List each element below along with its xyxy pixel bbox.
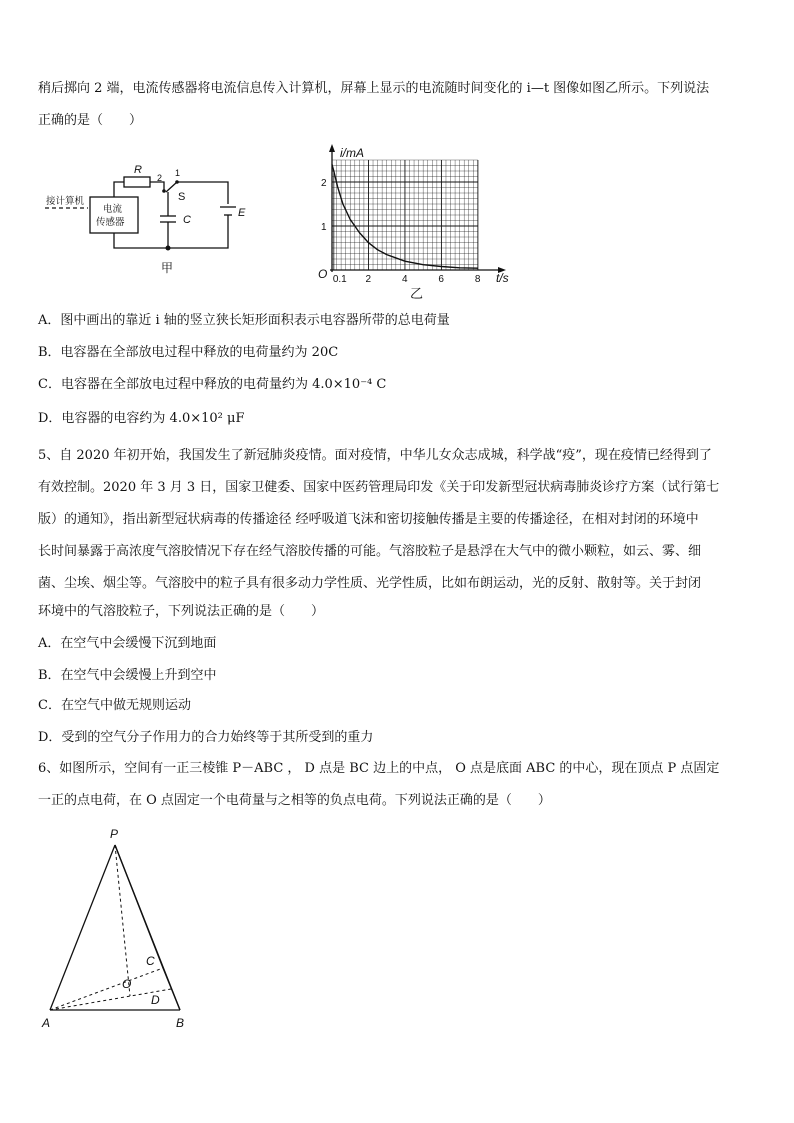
sensor-label-2: 传感器: [96, 217, 125, 228]
wire-left-top: [114, 182, 124, 197]
q4-option-d[interactable]: D．电容器的电容约为 4.0×10² μF: [38, 411, 245, 426]
R-label: R: [134, 164, 142, 176]
pos2-contact: [162, 189, 166, 193]
x-axis-label: t/s: [496, 271, 509, 285]
y-axis-label: i/mA: [340, 146, 364, 160]
resistor-R: [124, 177, 150, 187]
q5-stem-line3: 版）的通知》，指出新型冠状病毒的传播途径 经呼吸道飞沫和密切接触传播是主要的传播途径，在相对封闭的环境中: [38, 512, 699, 527]
sensor-label-1: 电流: [103, 204, 123, 215]
pos2-label: 2: [157, 173, 163, 183]
E-label: E: [238, 207, 246, 219]
q5-option-c[interactable]: C．在空气中做无规则运动: [38, 698, 191, 713]
S-label: S: [178, 191, 186, 203]
junction-dot: [166, 246, 171, 251]
q5-option-d[interactable]: D．受到的空气分子作用力的合力始终等于其所受到的重力: [38, 730, 374, 745]
q5-option-b[interactable]: B．在空气中会缓慢上升到空中: [38, 668, 217, 683]
x-tick-label: 0.1: [332, 274, 347, 285]
q4-stem-line2: 正确的是（ ）: [38, 113, 143, 128]
vertex-P-label: P: [110, 827, 119, 841]
q5-option-a[interactable]: A．在空气中会缓慢下沉到地面: [38, 636, 217, 651]
q5-stem-line1: 5、自 2020 年初开始，我国发生了新冠肺炎疫情。面对疫情，中华儿女众志成城，科学战“疫”，现在疫情已经得到了: [38, 448, 712, 463]
edge-AC-hidden: [50, 968, 163, 1010]
switch-S-blade: [166, 182, 177, 192]
to-computer-label: 接计算机: [46, 196, 85, 207]
vertex-B-label: B: [176, 1016, 185, 1030]
circuit-figure: [40, 160, 270, 285]
q5-stem-line6: 环境中的气溶胶粒子，下列说法正确的是（ ）: [38, 604, 325, 619]
q6-stem-line1: 6、如图所示，空间有一正三棱锥 P－ABC ， D 点是 BC 边上的中点， O 点是底面 ABC 的中心，现在顶点 P 点固定: [38, 761, 720, 776]
edge-CB: [163, 968, 180, 1010]
wire-to-pos2: [150, 182, 164, 190]
x-tick-label: 4: [401, 274, 408, 285]
q5-stem-line5: 菌、尘埃、烟尘等。气溶胶中的粒子具有很多动力学性质、光学性质，比如布朗运动，光的反射、散射等。关于封闭: [38, 576, 702, 591]
yi-caption: 乙: [410, 286, 424, 300]
q5-stem-line4: 长时间暴露于高浓度气溶胶情况下存在经气溶胶传播的可能。气溶胶粒子是悬浮在大气中的微小颗粒，如云、雾、细: [38, 544, 702, 559]
q4-option-c[interactable]: C．电容器在全部放电过程中释放的电荷量约为 4.0×10⁻⁴ C: [38, 377, 387, 392]
jia-caption: 甲: [161, 261, 174, 275]
q5-stem-line2: 有效控制。2020 年 3 月 3 日，国家卫健委、国家中医药管理局印发《关于印发新型冠状病毒肺炎诊疗方案（试行第七: [38, 480, 720, 495]
pos1-contact: [175, 180, 179, 184]
it-graph: [310, 140, 530, 300]
segment-PO: [115, 845, 130, 996]
q4-stem-line1: 稍后掷向 2 端，电流传感器将电流信息传入计算机，屏幕上显示的电流随时间变化的 i—t 图像如图乙所示。下列说法: [38, 81, 710, 96]
x-tick-label: 8: [474, 274, 481, 285]
x-tick-label: 2: [365, 274, 372, 285]
edge-PC: [115, 845, 163, 968]
q4-option-b[interactable]: B．电容器在全部放电过程中释放的电荷量约为 20C: [38, 345, 339, 360]
x-tick-label: 6: [438, 274, 444, 285]
edge-PA: [50, 845, 115, 1010]
origin-label: O: [318, 267, 328, 281]
C-label: C: [183, 214, 191, 226]
graph-grid: [332, 160, 478, 270]
point-D-label: D: [151, 993, 160, 1007]
pos1-label: 1: [175, 168, 181, 178]
y-tick-label: 2: [321, 178, 327, 189]
vertex-A-label: A: [42, 1016, 51, 1030]
wire-battery-bottom: [114, 215, 228, 248]
point-O-label: O: [122, 977, 132, 991]
q4-option-a[interactable]: A．图中画出的靠近 i 轴的竖立狭长矩形面积表示电容器所带的总电荷量: [38, 313, 450, 328]
vertex-C-label: C: [146, 954, 155, 968]
q6-stem-line2: 一正的点电荷，在 O 点固定一个电荷量与之相等的负点电荷。下列说法正确的是（ ）: [38, 793, 551, 808]
y-tick-label: 1: [321, 222, 327, 233]
pyramid-figure: [40, 820, 210, 1035]
y-axis-arrow: [329, 144, 335, 152]
